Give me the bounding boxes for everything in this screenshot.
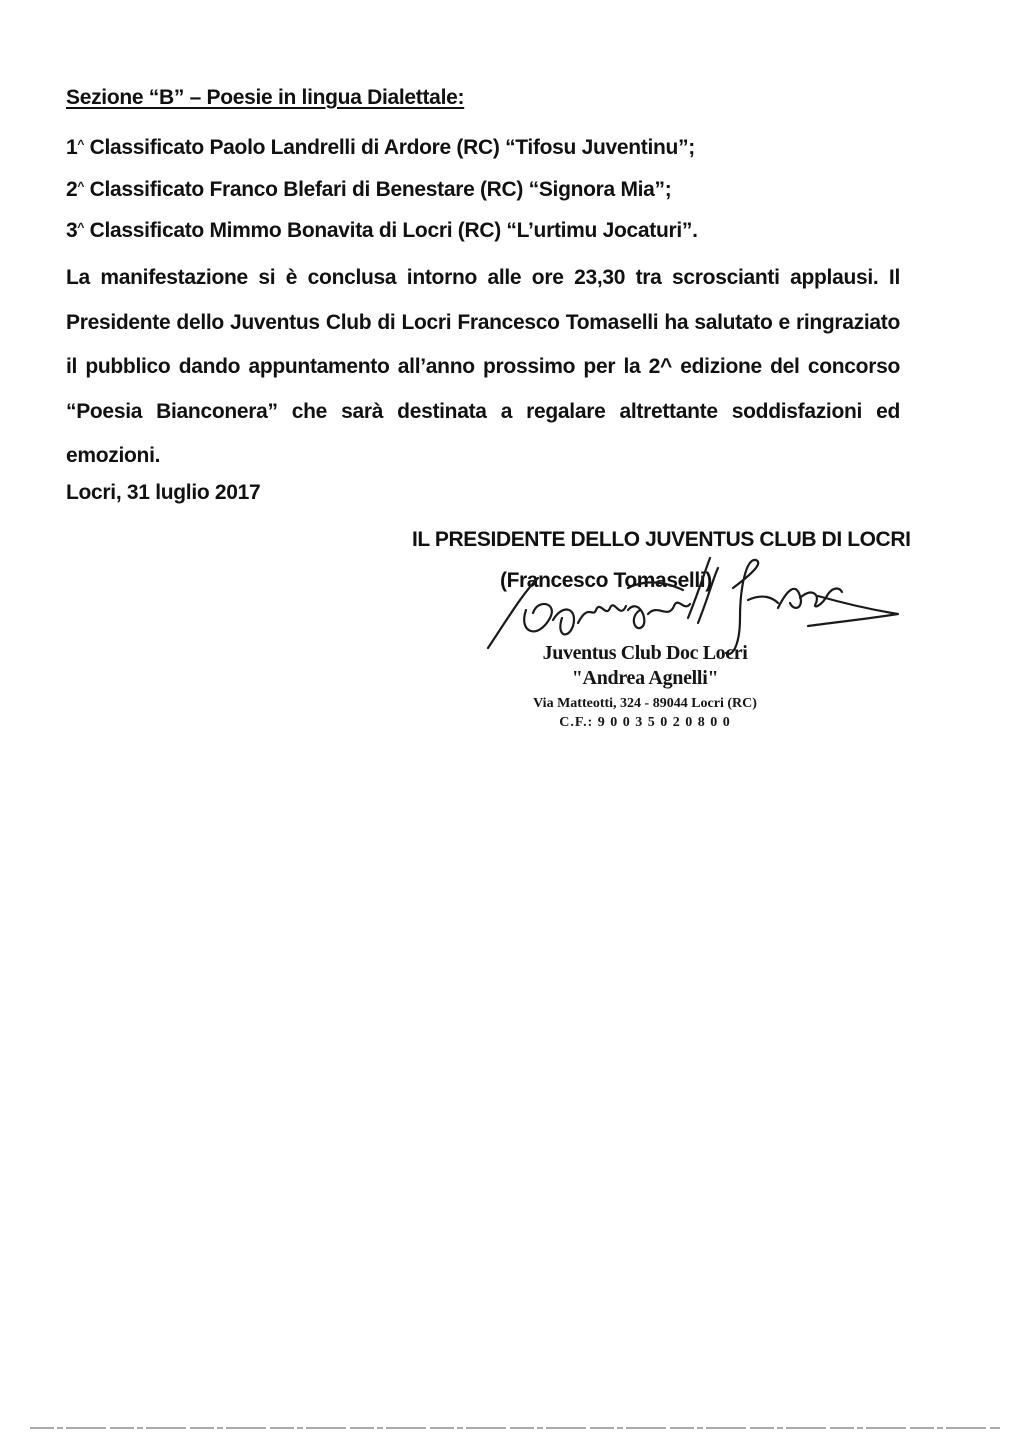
winner-text: Classificato Franco Blefari di Benestare (RC) “Signora Mia”; [84,178,672,201]
club-stamp [495,640,795,732]
stamp-tax-code: C.F.: 9 0 0 3 5 0 2 0 8 0 0 [559,715,731,730]
winner-text: Classificato Paolo Landrelli di Ardore (RC) “Tifosu Juventinu”; [84,136,695,159]
winner-rank: 1 [66,136,78,159]
dateline: Locri, 31 luglio 2017 [66,481,261,504]
stamp-club-dedication: "Andrea Agnelli" [571,667,719,689]
winner-rank: 3 [66,219,78,242]
winner-rank-mark: ^ [77,137,85,151]
winner-rank-mark: ^ [77,179,85,193]
winner-rank: 2 [66,178,78,201]
section-heading: Sezione “B” – Poesie in lingua Dialettale: [66,86,465,109]
winner-line-2 [66,178,671,202]
closing-paragraph: La manifestazione si è conclusa intorno alle ore 23,30 tra scroscianti applausi. Il Presidente dello Juventus Club di Locri Francesco Tomaselli ha salutato e ringraziato il pubblico dando appuntamento all’anno prossimo per la 2^ edizione del concorso “Poesia Bianconera” che sarà destinata a regalare altrettante soddisfazioni ed emozioni. [66,266,900,468]
scan-edge-divider [0,1426,1020,1430]
winner-rank-mark: ^ [77,220,85,234]
stamp-club-name: Juventus Club Doc Locri [542,642,748,664]
signer-title: IL PRESIDENTE DELLO JUVENTUS CLUB DI LOCRI [412,528,911,551]
winner-text: Classificato Mimmo Bonavita di Locri (RC) “L’urtimu Jocaturi”. [84,219,698,242]
signer-name: (Francesco Tomaselli) [500,569,712,592]
winner-line-3 [66,219,698,243]
stamp-address: Via Matteotti, 324 - 89044 Locri (RC) [533,696,757,711]
winner-line-1 [66,136,695,160]
